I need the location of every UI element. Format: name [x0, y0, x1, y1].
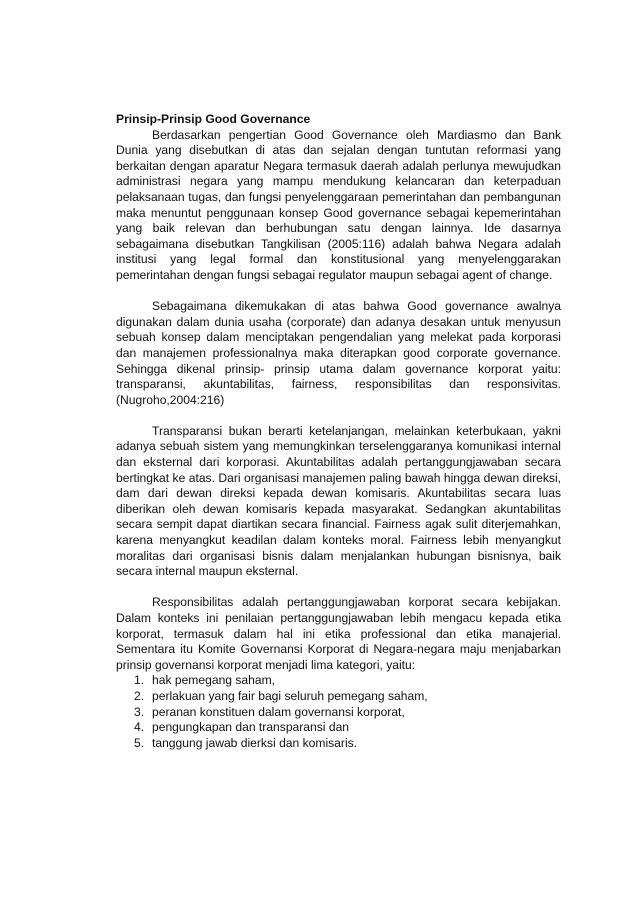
paragraph-2: Sebagaimana dikemukakan di atas bahwa Good governance awalnya digunakan dalam dunia usaha (corporate) dan adanya desakan untuk menyusun sebuah konsep dalam menciptakan pengendalian yang melekat pada korporasi dan manajemen professionalnya maka diterapkan good corporate governance. Sehingga dikenal prinsip- prinsip utama dalam governance korporat yaitu: transparansi, akuntabilitas, fairness, responsibilitas dan responsivitas. (Nugroho,2004:216) [116, 299, 561, 407]
paragraph-4: Responsibilitas adalah pertanggungjawaban korporat secara kebijakan. Dalam konteks ini penilaian pertanggungjawaban lebih mengacu kepada etika korporat, termasuk dalam hal ini etika professional dan etika manajerial. Sementara itu Komite Governansi Korporat di Negara-negara maju menjabarkan prinsip governansi korporat menjadi lima kategori, yaitu: [116, 595, 561, 672]
paragraph-3: Transparansi bukan berarti ketelanjangan, melainkan keterbukaan, yakni adanya sebuah sistem yang memungkinkan terselenggaranya komunikasi internal dan eksternal dari korporasi. Akuntabilitas adalah pertanggungjawaban secara bertingkat ke atas. Dari organisasi manajemen paling bawah hingga dewan direksi, dam dari dewan direksi kepada dewan komisaris. Akuntabilitas secara luas diberikan oleh dewan komisaris kepada masyarakat. Sedangkan akuntabilitas secara sempit dapat diartikan secara financial. Fairness agak sulit diterjemahkan, karena menyangkut keadilan dalam konteks moral. Fairness lebih menyangkut moralitas dari organisasi bisnis dalam menjalankan hubungan bisnisnya, baik secara internal maupun eksternal. [116, 423, 561, 579]
list-item [116, 705, 561, 721]
list-number: 2. [134, 688, 145, 703]
list-item [116, 689, 561, 705]
list-number: 5. [134, 735, 145, 750]
list-number: 3. [134, 704, 145, 719]
section-title: Prinsip-Prinsip Good Governance [116, 112, 311, 126]
list-text: tanggung jawab dierksi dan komisaris. [152, 735, 358, 750]
list-text: peranan konstituen dalam governansi korporat, [152, 704, 405, 719]
list-item [116, 673, 561, 689]
list-text: perlakuan yang fair bagi seluruh pemegang saham, [152, 688, 428, 703]
list-number: 1. [134, 673, 145, 688]
list-item [116, 720, 561, 736]
list-number: 4. [134, 720, 145, 735]
document-body [116, 112, 561, 751]
list-item [116, 736, 561, 752]
list-text: hak pemegang saham, [152, 673, 276, 688]
paragraph-1: Berdasarkan pengertian Good Governance oleh Mardiasmo dan Bank Dunia yang disebutkan di atas dan sejalan dengan tuntutan reformasi yang berkaitan dengan aparatur Negara termasuk daerah adalah perlunya mewujudkan administrasi negara yang mampu mendukung kelancaran dan keterpaduan pelaksanaan tugas, dan fungsi penyelenggaraan pemerintahan dan pembangunan maka menuntut penggunaan konsep Good governance sebagai kepemerintahan yang baik relevan dan berhubungan satu dengan lainnya. Ide dasarnya sebagaimana disebutkan Tangkilisan (2005:116) adalah bahwa Negara adalah institusi yang legal formal dan konstitusional yang menyelenggarakan pemerintahan dengan fungsi sebagai regulator maupun sebagai agent of change. [116, 127, 561, 282]
principles-list [116, 673, 561, 751]
list-text: pengungkapan dan transparansi dan [152, 720, 350, 735]
